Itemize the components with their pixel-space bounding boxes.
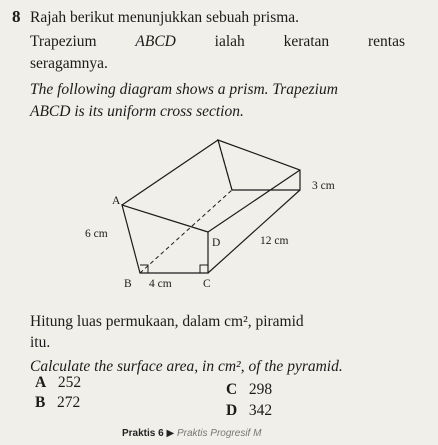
label-d: D	[212, 237, 221, 249]
option-d[interactable]	[226, 401, 272, 421]
option-c-letter: C	[226, 381, 238, 398]
option-b[interactable]	[35, 393, 80, 413]
label-3cm: 3 cm	[312, 180, 335, 192]
option-c-value: 298	[248, 381, 273, 398]
prompt-malay-line-1: Hitung luas permukaan, dalam cm², piramid	[30, 313, 304, 330]
question-malay-line-3: seragamnya.	[30, 55, 108, 72]
footer-subtitle: Praktis Progresif M	[176, 428, 262, 439]
question-english-line-1: The following diagram shows a prism. Trapezium	[30, 81, 338, 98]
option-d-value: 342	[248, 402, 273, 419]
label-a: A	[112, 195, 121, 207]
edge-top-left	[122, 140, 218, 205]
word-abcd: ABCD	[135, 33, 176, 50]
page-footer	[122, 428, 261, 439]
label-4cm: 4 cm	[149, 278, 172, 290]
question-malay-line-1: Rajah berikut menunjukkan sebuah prisma.	[30, 9, 300, 26]
word-keratan: keratan	[283, 33, 330, 50]
prism-diagram	[0, 125, 438, 295]
prompt-malay-line-2: itu.	[30, 334, 51, 351]
word-ialah: ialah	[214, 33, 245, 50]
option-a-letter: A	[35, 374, 47, 391]
edge-bottom-right	[208, 190, 300, 273]
right-angle-c	[200, 265, 208, 273]
word-rentas: rentas	[367, 33, 405, 50]
option-b-value: 272	[56, 394, 81, 411]
option-a[interactable]	[35, 373, 81, 393]
question-english-line-2: ABCD is its uniform cross section.	[30, 103, 244, 120]
option-c[interactable]	[226, 380, 272, 400]
footer-brand: Praktis 6	[122, 428, 164, 439]
hidden-edge-bottom-left	[140, 190, 232, 273]
edge-slant	[208, 170, 300, 232]
option-b-letter: B	[35, 394, 46, 411]
question-number: 8	[12, 7, 21, 26]
label-b: B	[124, 278, 132, 290]
front-face-outline	[122, 205, 208, 273]
option-a-value: 252	[57, 374, 82, 391]
label-6cm: 6 cm	[85, 228, 108, 240]
word-trapezium: Trapezium	[30, 33, 97, 50]
label-12cm: 12 cm	[260, 235, 289, 247]
prompt-english-line-1: Calculate the surface area, in cm², of the pyramid.	[30, 358, 343, 375]
question-malay-line-2	[30, 32, 405, 52]
play-arrow-icon: ▶	[166, 428, 175, 439]
option-d-letter: D	[226, 402, 238, 419]
label-c: C	[203, 278, 211, 290]
